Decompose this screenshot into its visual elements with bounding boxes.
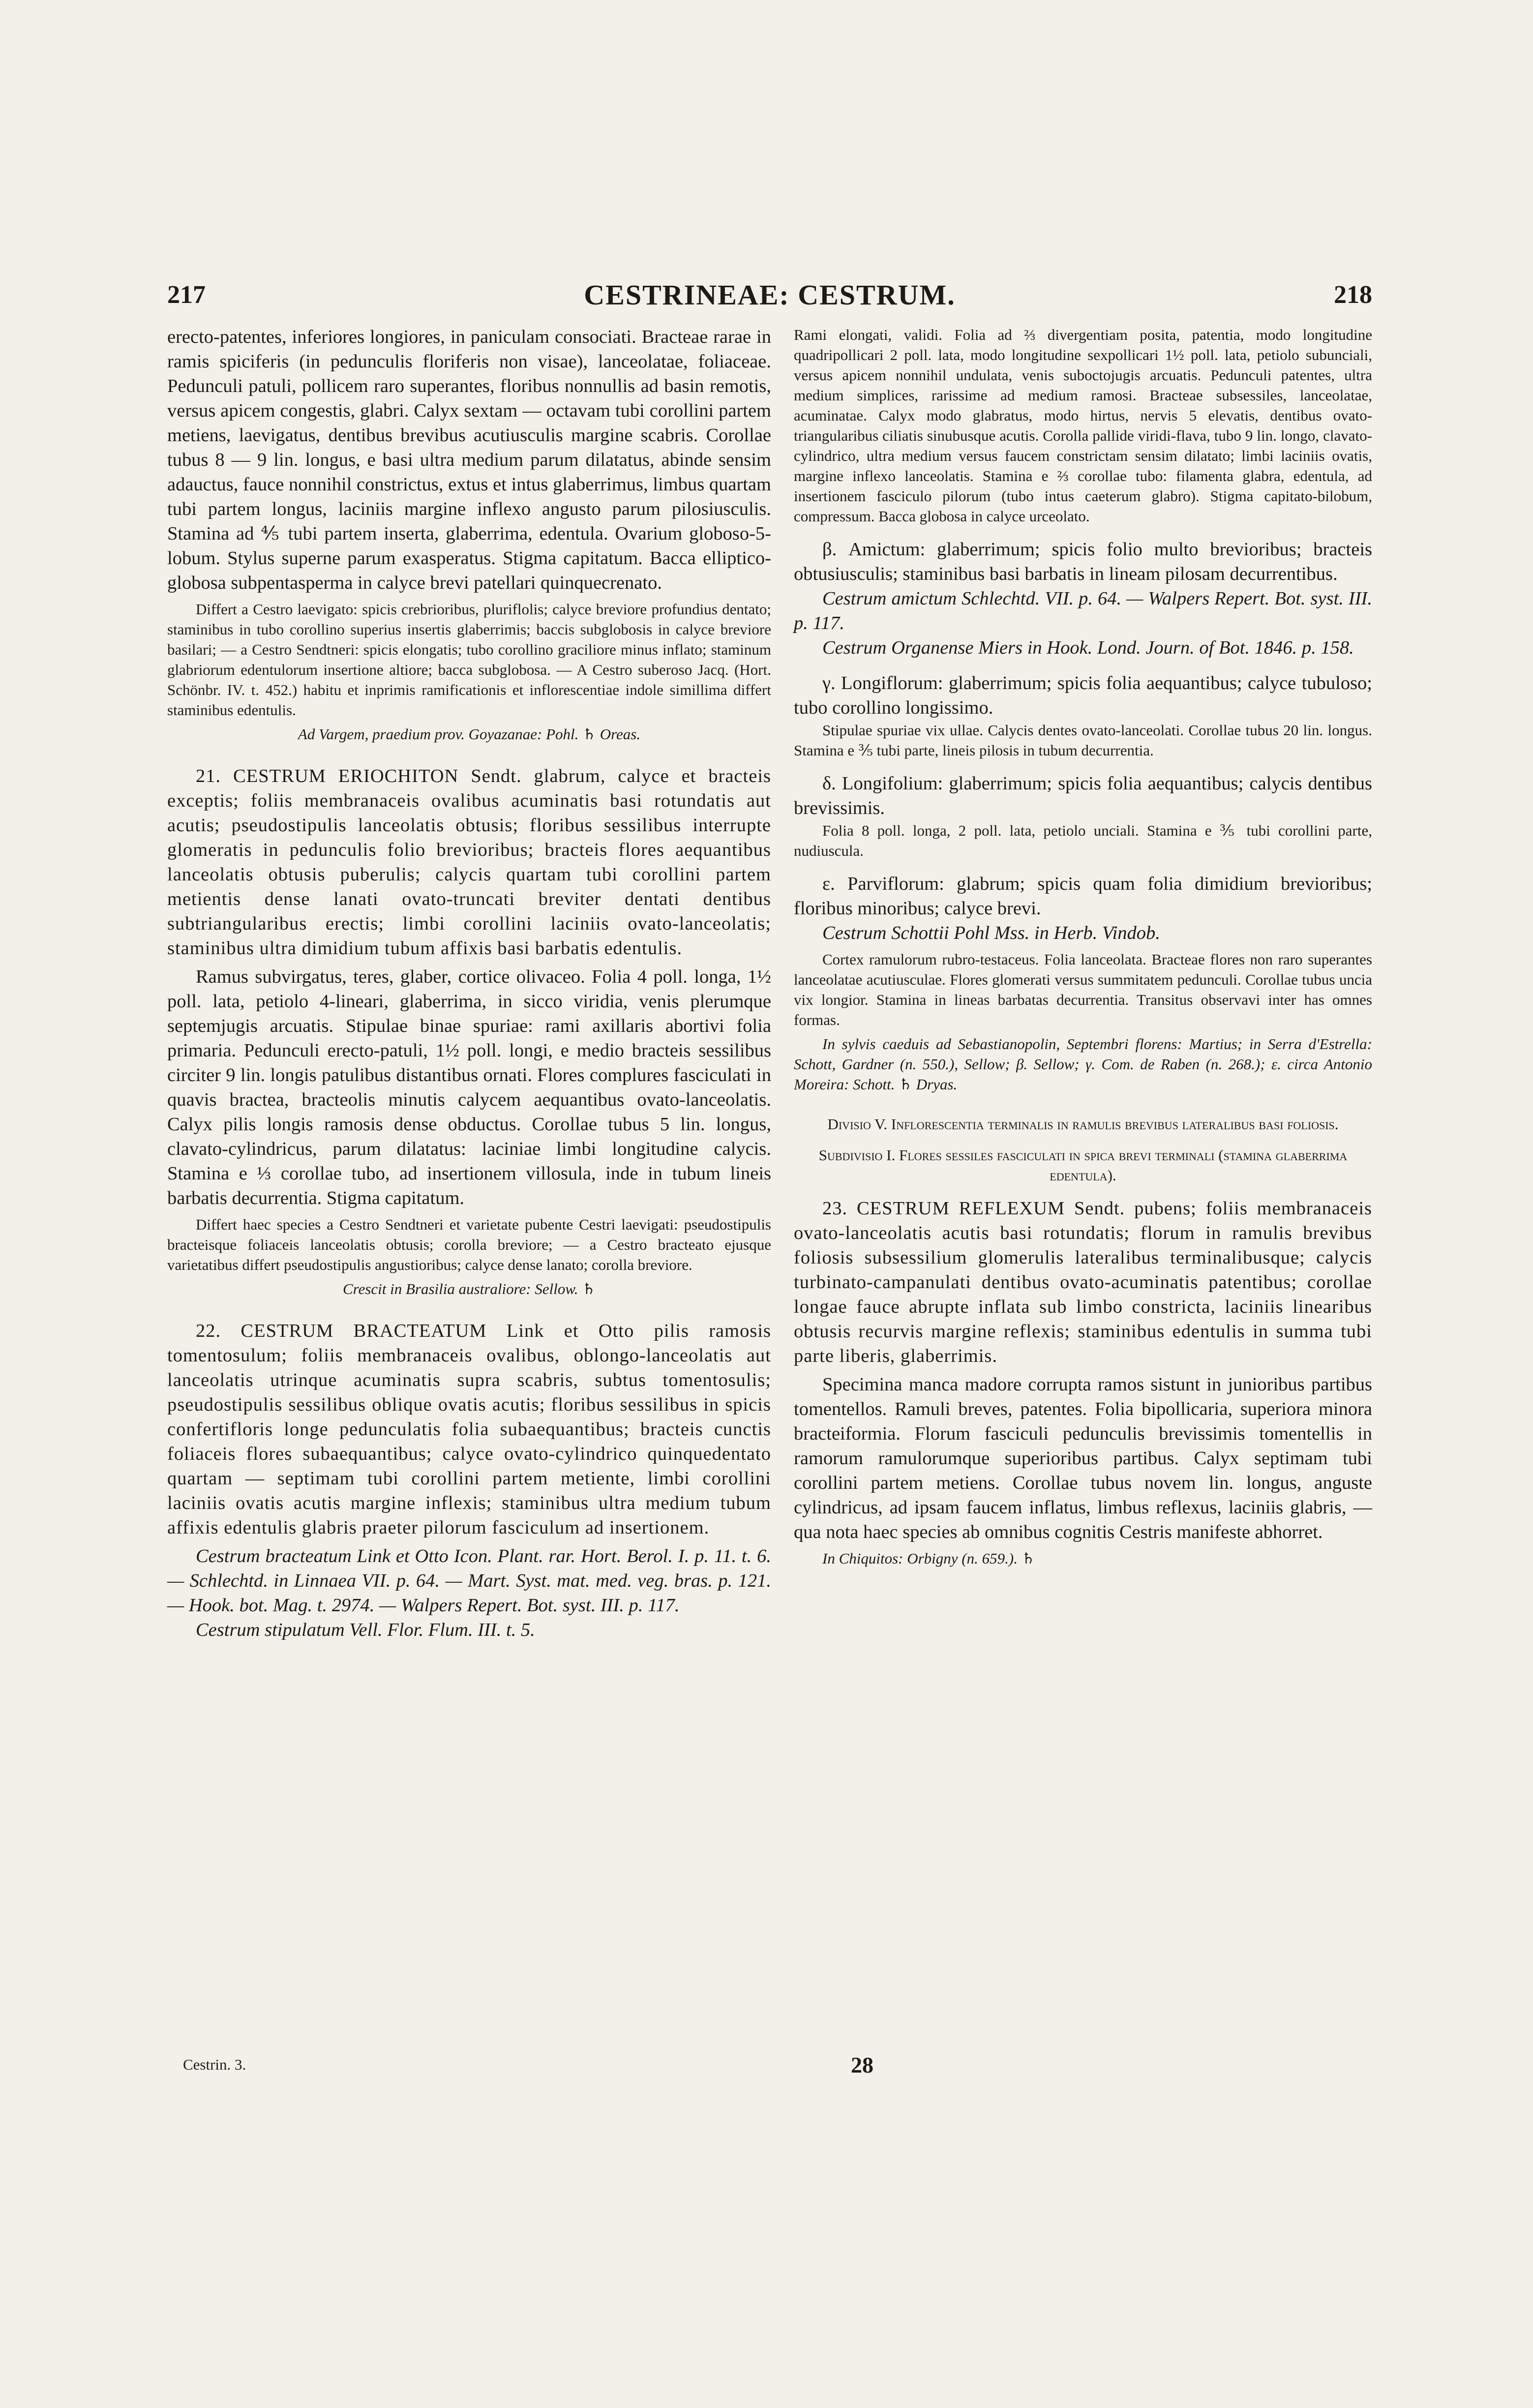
description-paragraph: Ramus subvirgatus, teres, glaber, cortice olivaceo. Folia 4 poll. longa, 1½ poll. lata, petiolo 4-lineari, glaberrima, in sicco viridia, venis plerumque septemjugis arcuatis. Stipulae binae spuriae: rami axillaris abortivi folia primaria. Pedunculi erecto-patuli, 1½ poll. longi, e medio bracteis sessilibus circiter 9 lin. longis patulibus distantibus ornati. Flores complures fasciculati in quavis bractea, bracteolis minutis calycem aequantibus ovato-lanceolatis. Calyx pilis longis ramosis dense obductus. Corollae tubus 5 lin. longus, clavato-cylindricus, parum dilatatus: laciniae limbi longitudine calycis. Stamina e ⅓ corollae tubo, ad insertionem villosula, inde in tubum lineis barbatis decurrentia. Stigma capitatum. [167,966,771,1208]
description-paragraph: Rami elongati, validi. Folia ad ⅔ divergentiam posita, patentia, modo longitudine quadripollicari 2 poll. lata, modo longitudine sexpollicari 1½ poll. lata, petiolo subunciali, versus apicem nonnihil undulata, venis suboctojugis arcuatis. Pedunculi patentes, ultra medium simplices, rarissime ad medium ramosi. Bracteae subsessiles, lanceolatae, acuminatae. Calyx modo glabratus, modo hirtus, nervis 5 elevatis, dentibus ovato-triangularibus ciliatis sinubusque acutis. Corolla pallide viridi-flava, tubo 9 lin. longo, clavato-cylindrico, ultra medium versus faucem constrictam sensim dilatato; limbi laciniis ovatis, margine inflexo lanceolatis. Stamina e ⅔ corollae tubo: filamenta glabra, edentula, ad insertionem fasciculo pilorum (tubo intus caeterum glabro). Stigma capitato-bilobum, compressum. Bacca globosa in calyce urceolato. [794,326,1372,525]
variety-epsilon: ε. Parviflorum: glabrum; spicis quam folia dimidium brevioribus; floribus minoribus; calyce brevi. [794,873,1372,919]
running-header [167,275,1372,320]
note-paragraph: Differt a Cestro laevigato: spicis crebrioribus, pluriflolis; calyce breviore profundius dentato; staminibus in tubo corollino superius insertis glaberrimis; baccis subglobosis in calyce breviore basilari; — a Cestro Sendtneri: spicis elongatis; tubo corollino graciliore minus inflato; staminum glabriorum edentulorum insertione altiore; bacca subglobosa. — A Cestro suberoso Jacq. (Hort. Schönbr. IV. t. 452.) habitu et inprimis ramificationis et inflorescentiae indole simillima differt staminibus edentulis. [167,601,771,719]
variety-delta: δ. Longifolium: glaberrimum; spicis folia aequantibus; calycis dentibus brevissimis. [794,773,1372,818]
variety-note: Folia 8 poll. longa, 2 poll. lata, petiolo unciali. Stamina e ⅗ tubi corollini parte, nudiuscula. [794,822,1372,859]
running-title: CESTRINEAE: CESTRUM. [584,279,956,311]
signature-mark-left: Cestrin. 3. [183,2056,246,2073]
division-heading: Divisio V. Inflorescentia terminalis in ramulis brevibus lateralibus basi foliosis. [827,1115,1339,1133]
note-paragraph: Cortex ramulorum rubro-testaceus. Folia lanceolata. Bracteae flores non raro superantes lanceolatae acutiusculae. Flores glomerati versus summitatem pedunculi. Corollae tubus uncia vix longior. Stamina in lineas barbatas decurrentia. Transitus observavi inter has omnes formas. [794,951,1372,1028]
variety-note: Stipulae spuriae vix ullae. Calycis dentes ovato-lanceolati. Corollae tubus 20 lin. longus. Stamina e ⅗ tubi parte, lineis pilosis in tubum decurrentia. [794,722,1372,759]
page-number-right: 218 [1334,281,1372,309]
page-number-left: 217 [167,281,206,309]
left-column [167,325,771,1642]
synonym-citation: Cestrum Organense Miers in Hook. Lond. Journ. of Bot. 1846. p. 158. [822,637,1354,658]
synonym-citation: Cestrum bracteatum Link et Otto Icon. Plant. rar. Hort. Berol. I. p. 11. t. 6. — Schlechtd. in Linnaea VII. p. 64. — Mart. Syst. mat. med. veg. bras. p. 121. — Hook. bot. Mag. t. 2974. — Walpers Repert. Bot. syst. III. p. 117. [167,1546,771,1616]
right-column [794,325,1372,1568]
species-diagnosis-23: 23. CESTRUM REFLEXUM Sendt. pubens; foliis membranaceis ovato-lanceolatis acutis basi rotundatis; florum in ramulis brevibus foliosis subsessilium glomerulis lateralibus terminalibusque; calycis turbinato-campanulati dentibus ovato-acuminatis patentibus; corollae longae fauce abrupte inflata sub limbo constricta, laciniis linearibus obtusis recurvis margine reflexis; staminibus edentulis in summa tubi parte liberis, glaberrimis. [794,1198,1372,1366]
description-paragraph: Specimina manca madore corrupta ramos sistunt in junioribus partibus tomentellos. Ramuli breves, patentes. Folia bipollicaria, superiora minora bracteiformia. Florum fasciculi pedunculis brevissimis tomentellis in ramorum ramulorumque superioribus partibus. Calyx septimam tubi corollini partem metiens. Corollae tubus novem lin. longus, anguste cylindricus, ad ipsam faucem inflatus, limbus reflexus, laciniis glabris, — qua nota haec species ab omnibus cognitis Cestris manifeste abhorret. [794,1374,1372,1542]
locality-line: Crescit in Brasilia australiore: Sellow. ♄ [342,1280,596,1297]
synonym-citation: Cestrum stipulatum Vell. Flor. Flum. III. t. 5. [196,1620,535,1640]
subdivision-heading: Subdivisio I. Flores sessiles fasciculati in spica brevi terminali (stamina glaberrima edentula). [818,1146,1348,1184]
locality-paragraph: In sylvis caeduis ad Sebastianopolin, Septembri florens: Martius; in Serra d'Estrella: Schott, Gardner (n. 550.), Sellow; β. Sellow; γ. Com. de Raben (n. 268.); ε. circa Antonio Moreira: Schott. ♄ Dryas. [794,1035,1372,1093]
note-paragraph: Differt haec species a Cestro Sendtneri et varietate pubente Cestri laevigati: pseudostipulis bracteisque foliaceis lanceolatis obtusis; corolla breviore; — a Cestro bracteato ejusque varietatibus differt pseudostipulis angustioribus; calyce dense lanato; corolla breviore. [167,1216,771,1273]
variety-beta: β. Amictum: glaberrimum; spicis folio multo brevioribus; bracteis obtusiusculis; staminibus basi barbatis in lineam pilosam decurrentibus. [794,539,1372,584]
species-diagnosis-21: 21. CESTRUM ERIOCHITON Sendt. glabrum, calyce et bracteis exceptis; foliis membranaceis ovalibus acuminatis basi rotundatis aut acutis; pseudostipulis lanceolatis obtusis; floribus sessilibus interrupte glomeratis in pedunculis folio brevioribus; bracteis flores aequantibus lanceolatis obtusis puberulis; calycis quartam tubi corollini partem metientis dense lanati ovato-truncati breviter dentati dentibus subtriangularibus erectis; limbi corollini laciniis ovato-lanceolatis; staminibus ultra dimidium tubum affixis basi barbatis edentulis. [167,766,771,959]
synonym-citation: Cestrum amictum Schlechtd. VII. p. 64. — Walpers Repert. Bot. syst. III. p. 117. [794,588,1372,633]
synonym-citation: Cestrum Schottii Pohl Mss. in Herb. Vindob. [822,923,1160,943]
signature-mark-right: 28 [851,2052,873,2077]
variety-gamma: γ. Longiflorum: glaberrimum; spicis folia aequantibus; calyce tubuloso; tubo corollino longissimo. [794,673,1372,718]
species-diagnosis-22: 22. CESTRUM BRACTEATUM Link et Otto pilis ramosis tomentosulum; foliis membranaceis ovalibus, oblongo-lanceolatis aut lanceolatis utrinque acuminatis supra scabris, subtus tomentosulis; pseudostipulis sessilibus oblique ovatis acutis; floribus sessilibus in spicis confertifloris longe pedunculatis folia subaequantibus; bracteis cunctis foliaceis flores subaequantibus; calyce ovato-cylindrico quinquedentato quartam — septimam tubi corollini partem metiente, limbi corollini laciniis ovatis acutis margine inflexis; staminibus ultra medium tubum affixis edentulis glabris praeter pilorum fasciculum ad insertionem. [167,1321,771,1538]
locality-line: Ad Vargem, praedium prov. Goyazanae: Pohl. ♄ Oreas. [298,725,641,743]
description-paragraph: erecto-patentes, inferiores longiores, in paniculam consociati. Bracteae rarae in ramis spiciferis (in pedunculis floriferis non visae), lanceolatae, foliaceae. Pedunculi patuli, pollicem raro superantes, floribus nonnullis ad basin remotis, versus apicem congestis, glabri. Calyx sextam — octavam tubi corollini partem metiens, laevigatus, dentibus brevibus acutiusculis margine scabris. Corollae tubus 8 — 9 lin. longus, e basi ultra medium parum dilatatus, abinde sensim adauctus, fauce nonnihil constrictus, extus et intus glaberrimus, limbus quartam tubi partem longus, laciniis margine inflexo angusto parum pilosiusculis. Stamina ad ⅘ tubi partem inserta, glaberrima, edentula. Ovarium globoso-5-lobum. Stylus superne parum exasperatus. Stigma capitatum. Bacca elliptico-globosa subpentasperma in calyce brevi patellari quinquecrenato. [167,327,771,593]
locality-line: In Chiquitos: Orbigny (n. 659.). ♄ [822,1550,1035,1567]
